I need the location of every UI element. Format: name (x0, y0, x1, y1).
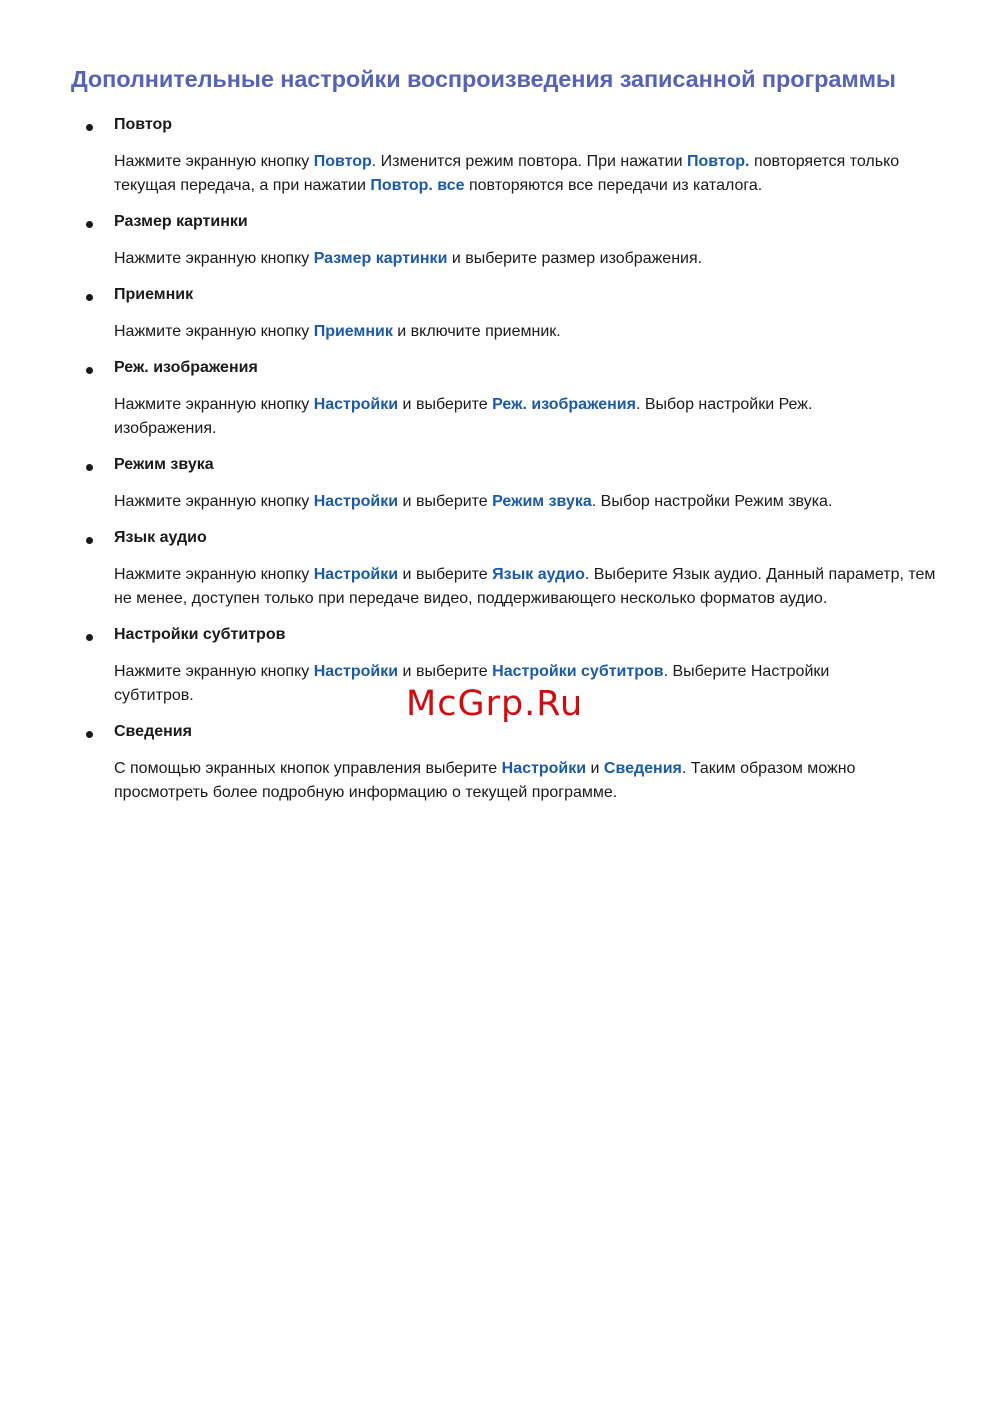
body-text: Нажмите экранную кнопку (114, 396, 314, 413)
ui-button-name: Настройки (313, 663, 399, 680)
body-text: . Выберите Язык аудио. Данный параметр, тем не менее, доступен только при передаче видео, поддерживающего несколько форматов аудио. (114, 566, 936, 607)
bullet-icon (86, 294, 93, 301)
body-text: Нажмите экранную кнопку (114, 250, 314, 267)
item-title: Сведения (114, 723, 192, 740)
bullet-icon (86, 537, 93, 544)
item-body (114, 320, 944, 344)
bullet-icon (86, 634, 93, 641)
body-text: . Таким образом можно просмотреть более подробную информацию о текущей программе. (114, 760, 856, 801)
body-text: повторяется (749, 153, 850, 170)
item-body (114, 563, 944, 611)
ui-button-name: Настройки (313, 493, 399, 510)
body-text: . Изменится режим повтора. При нажатии (371, 153, 687, 170)
ui-button-name: Настройки (501, 760, 587, 777)
body-text: и выберите (398, 396, 493, 413)
ui-button-name: Повтор. все (370, 177, 465, 194)
ui-button-name: Приемник (313, 323, 393, 340)
body-text: и выберите (398, 566, 493, 583)
body-text: и выберите размер изображения. (447, 250, 703, 267)
ui-button-name: Настройки (313, 396, 399, 413)
bullet-icon (86, 731, 93, 738)
body-text: и включите приемник. (392, 323, 561, 340)
item-title: Приемник (114, 286, 194, 303)
ui-button-name: Реж. изображения (492, 396, 636, 413)
item-body (114, 490, 944, 514)
ui-button-name: Сведения (603, 760, 682, 777)
body-text: . Выбор настройки Режим звука. (591, 493, 833, 510)
ui-button-name: Повтор. (686, 153, 750, 170)
item-title: Размер картинки (114, 213, 248, 230)
item-title: Реж. изображения (114, 359, 258, 376)
body-text: Нажмите экранную кнопку (114, 663, 314, 680)
ui-button-name: Настройки (313, 566, 399, 583)
body-text: . Выбор настройки Реж. изображения. (114, 396, 813, 437)
body-text: и выберите (398, 493, 493, 510)
body-text: повторяются все передачи из каталога. (464, 177, 763, 194)
item-title: Повтор (114, 116, 173, 133)
watermark: McGrp.Ru (406, 684, 584, 724)
body-text: только текущая передача, а при нажатии (114, 153, 900, 194)
body-text: . Выберите Настройки субтитров. (114, 663, 830, 704)
item-body (114, 247, 944, 271)
bullet-icon (86, 221, 93, 228)
page-title: Дополнительные настройки воспроизведения записанной программы (71, 66, 896, 92)
bullet-icon (86, 124, 93, 131)
item-body (114, 757, 914, 805)
body-text: Нажмите экранную кнопку (114, 153, 314, 170)
body-text: Нажмите экранную кнопку (114, 566, 314, 583)
body-text: С помощью экранных кнопок управления выберите (114, 760, 502, 777)
bullet-icon (86, 464, 93, 471)
ui-button-name: Размер картинки (313, 250, 448, 267)
item-title: Режим звука (114, 456, 214, 473)
ui-button-name: Язык аудио (492, 566, 585, 583)
item-body (114, 150, 944, 198)
body-text: и выберите (398, 663, 493, 680)
body-text: Нажмите экранную кнопку (114, 323, 314, 340)
body-text: Нажмите экранную кнопку (114, 493, 314, 510)
ui-button-name: Повтор (313, 153, 372, 170)
ui-button-name: Настройки субтитров (492, 663, 664, 680)
bullet-icon (86, 367, 93, 374)
item-title: Настройки субтитров (114, 626, 286, 643)
item-title: Язык аудио (114, 529, 207, 546)
item-body (114, 393, 874, 441)
body-text: и (586, 760, 604, 777)
ui-button-name: Режим звука (492, 493, 592, 510)
